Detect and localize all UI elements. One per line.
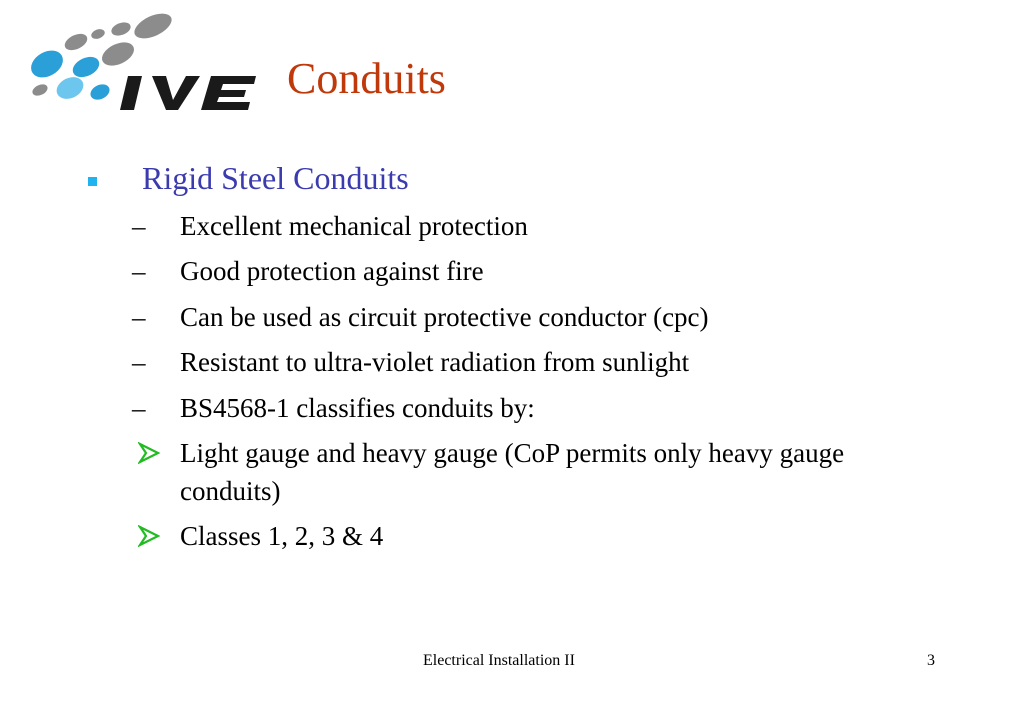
dash-bullet: – bbox=[132, 347, 146, 377]
page-number: 3 bbox=[927, 652, 935, 669]
dash-bullet: – bbox=[132, 302, 146, 332]
list-item-text: BS4568-1 classifies conduits by: bbox=[180, 393, 535, 423]
slide-title: Conduits bbox=[287, 54, 446, 103]
ive-logo bbox=[18, 12, 258, 116]
list-item-text: Light gauge and heavy gauge (CoP permits only heavy gauge conduits) bbox=[180, 438, 845, 506]
dash-bullet: – bbox=[132, 211, 146, 241]
ive-logo-graphic bbox=[18, 12, 258, 116]
square-bullet-icon bbox=[88, 177, 97, 186]
list-item bbox=[132, 517, 892, 555]
list-item-text: Classes 1, 2, 3 & 4 bbox=[180, 521, 384, 551]
arrowhead-bullet-icon bbox=[138, 442, 160, 464]
list-item bbox=[132, 298, 892, 336]
arrowhead-bullet-icon bbox=[138, 525, 160, 547]
dash-bullet: – bbox=[132, 393, 146, 423]
list-item bbox=[132, 343, 892, 381]
list-item bbox=[132, 207, 892, 245]
list-item-text: Good protection against fire bbox=[180, 256, 484, 286]
list-item bbox=[132, 252, 892, 290]
main-bullet-text: Rigid Steel Conduits bbox=[142, 160, 409, 196]
list-item-text: Resistant to ultra-violet radiation from sunlight bbox=[180, 347, 690, 377]
dash-bullet: – bbox=[132, 256, 146, 286]
footer-text: Electrical Installation II bbox=[423, 652, 575, 669]
list-item-text: Can be used as circuit protective conductor (cpc) bbox=[180, 302, 709, 332]
list-item-text: Excellent mechanical protection bbox=[180, 211, 528, 241]
list-item bbox=[132, 389, 892, 427]
list-item bbox=[132, 434, 892, 510]
